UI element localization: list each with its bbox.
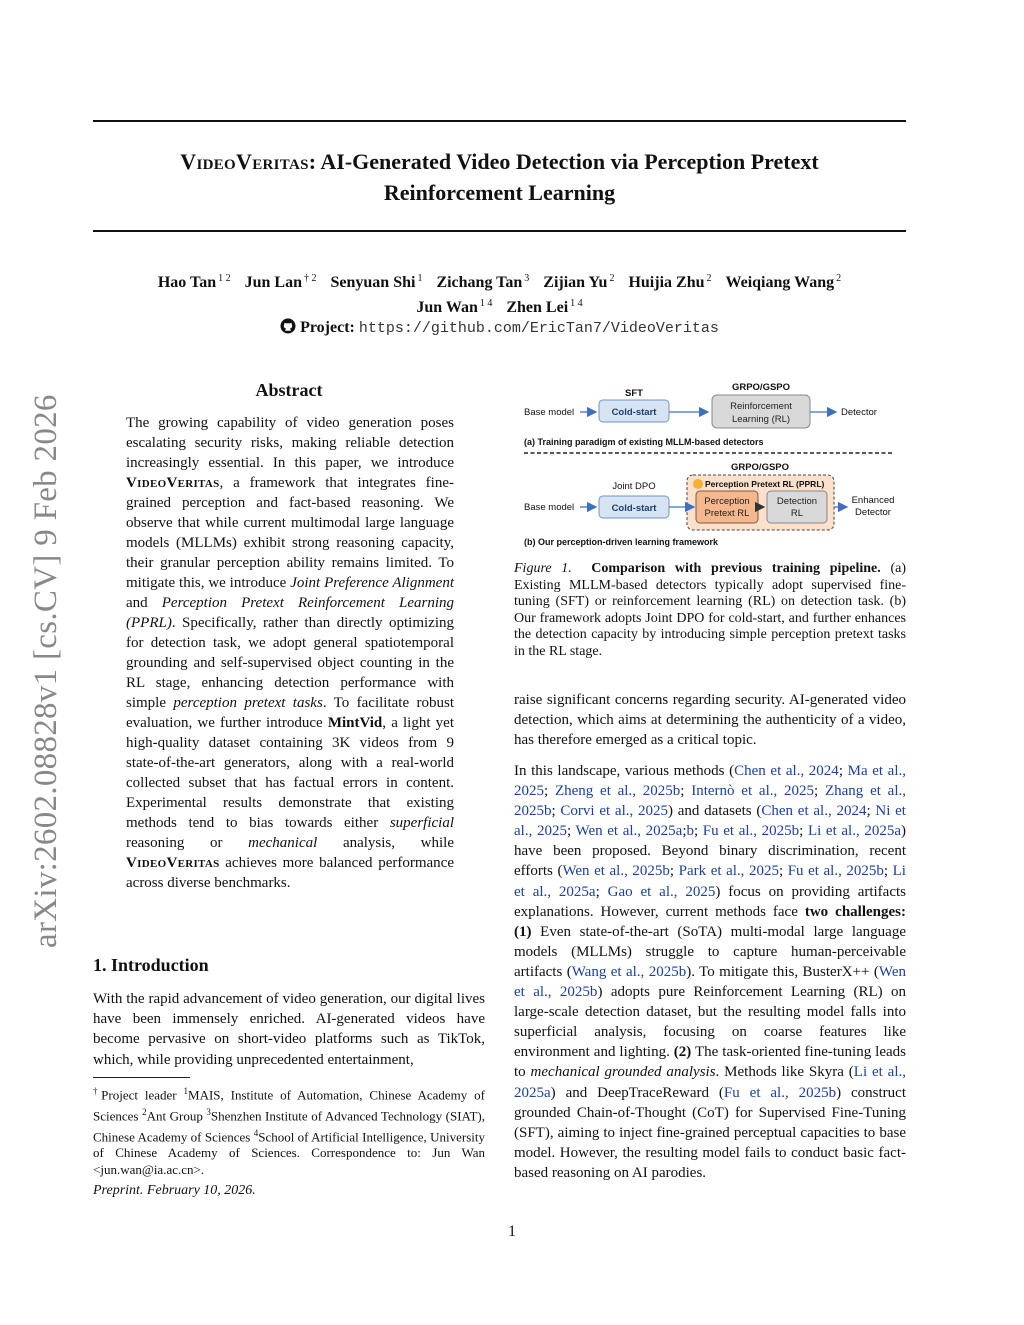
- b-grpo-label: GRPO/GSPO: [730, 462, 790, 473]
- figure-1-caption: Figure 1. Comparison with previous training pipeline. (a) Existing MLLM-based detectors typically adopt supervised fine-tuning (SFT) or reinforcement learning (RL) on detection task. (b) Our framework adopts Joint DPO for cold-start, and further enhances the detection capacity by introducing simple perception pretext tasks in the RL stage.: [514, 561, 906, 659]
- citation-link[interactable]: Fu et al., 2025b: [723, 1084, 837, 1101]
- a-cold-start-label: Cold-start: [611, 407, 657, 418]
- citation-link[interactable]: Fu et al., 2025b: [787, 863, 884, 880]
- citation-link[interactable]: Gao et al., 2025: [607, 883, 716, 900]
- body-paragraph: raise significant concerns regarding security. AI-generated video detection, which aims at determining the authenticity of a video, has therefore emerged as a critical topic.: [514, 692, 906, 749]
- citation-link[interactable]: Chen et al., 2024: [761, 803, 867, 820]
- a-rl-label-1: Reinforcement: [730, 401, 792, 412]
- github-icon: [280, 318, 296, 334]
- title-top-rule: [93, 120, 906, 122]
- b-base-label: Base model: [524, 502, 575, 513]
- preprint-note: Preprint. February 10, 2026.: [93, 1183, 256, 1198]
- author: Senyuan Shi $^1$: [330, 273, 423, 291]
- intro-heading: 1. Introduction: [93, 955, 209, 975]
- b-perception-label-2: Pretext RL: [704, 508, 750, 519]
- b-perception-label-1: Perception: [704, 496, 750, 507]
- citation-link[interactable]: b: [686, 823, 694, 840]
- a-output-label: Detector: [841, 407, 877, 418]
- page-number: 1: [508, 1223, 516, 1240]
- method-name: VideoVeritas: [180, 149, 309, 174]
- citation-link[interactable]: Li et al., 2025a: [514, 1064, 907, 1101]
- citation-link[interactable]: Corvi et al., 2025: [560, 803, 668, 820]
- abstract-text: The growing capability of video generation poses escalating security risks, making reliable detection increasingly essential. In this paper, we introduce VideoVeritas, a framework that integrates fine-grained perception and fact-based reasoning. We observe that while current multimodal large language models (MLLMs) exhibit strong reasoning capacity, their granular perception ability remains limited. To mitigate this, we introduce Joint Preference Alignment and Perception Pretext Reinforcement Learning (PPRL). Specifically, rather than directly optimizing for detection task, we adopt general spatiotemporal grounding and self-supervised object counting in the RL stage, enhancing detection performance with simple perception pretext tasks. To facilitate robust evaluation, we further introduce MintVid, a light yet high-quality dataset containing 3K videos from 9 state-of-the-art generators, along with a real-world collected subset that has factual errors in content. Experimental results demonstrate that existing methods tend to bias towards either superficial reasoning or mechanical analysis, while VideoVeritas achieves more balanced performance across diverse benchmarks.: [126, 415, 455, 891]
- author: Zichang Tan $^3$: [436, 273, 530, 291]
- b-detection-label-2: RL: [790, 508, 804, 519]
- star-icon: [693, 479, 703, 489]
- b-caption-label: (b) Our perception-driven learning framework: [524, 537, 719, 547]
- citation-link[interactable]: Chen et al., 2024: [734, 763, 839, 779]
- author: Jun Lan $^{\dagger 2}$: [244, 273, 317, 291]
- author: Weiqiang Wang $^2$: [725, 273, 842, 291]
- citation-link[interactable]: Park et al., 2025: [678, 863, 779, 880]
- footnote: †Project leader $^1$MAIS, Institute of Automation, Chinese Academy of Sciences $^2$Ant Group $^3$Shenzhen Institute of Advanced Technology (SIAT), Chinese Academy of Sciences $^4$School of Artificial Intelligence, University of Chinese Academy of Sciences. Correspondence to: Jun Wan <jun.wan@ia.ac.cn>.: [93, 1086, 486, 1177]
- pipeline-diagram: [514, 378, 906, 553]
- author: Huijia Zhu $^2$: [628, 273, 712, 291]
- citation-link[interactable]: Zheng et al., 2025b: [554, 783, 681, 800]
- citation-link[interactable]: Li et al., 2025a: [807, 823, 901, 840]
- figure-1: [514, 378, 906, 553]
- b-cold-start-label: Cold-start: [611, 503, 657, 514]
- a-base-label: Base model: [524, 407, 575, 418]
- citation-link[interactable]: Fu et al., 2025b: [702, 823, 800, 840]
- citation-link[interactable]: Internò et al., 2025: [691, 783, 815, 800]
- b-output-label-2: Detector: [855, 507, 891, 518]
- footnote-rule: [93, 1077, 190, 1078]
- b-pprl-label: Perception Pretext RL (PPRL): [705, 479, 825, 489]
- abstract-heading: Abstract: [255, 380, 323, 400]
- author: Zhen Lei $^{1 4}$: [506, 298, 583, 316]
- b-jdpo-label: Joint DPO: [612, 481, 656, 492]
- paper-title: VideoVeritas: AI-Generated Video Detection via Perception Pretext Reinforcement Learning: [180, 149, 819, 205]
- citation-link[interactable]: Wen et al., 2025b: [514, 963, 906, 1001]
- intro-paragraph: With the rapid advancement of video generation, our digital lives have been immensely enriched. AI-generated videos have become pervasive on short-video platforms such as TikTok, which, while providing unprecedented entertainment,: [93, 991, 485, 1068]
- a-caption-label: (a) Training paradigm of existing MLLM-based detectors: [524, 437, 764, 447]
- title-bottom-rule: [93, 230, 906, 232]
- b-detection-label-1: Detection: [776, 496, 818, 507]
- a-grpo-label: GRPO/GSPO: [731, 382, 791, 393]
- body-paragraph: In this landscape, various methods (Chen et al., 2024; Ma et al., 2025; Zheng et al., 2025b; Internò et al., 2025; Zhang et al., 2025b; Corvi et al., 2025) and datasets (Chen et al., 2024; Ni et al., 2025; Wen et al., 2025a;b; Fu et al., 2025b; Li et al., 2025a) have been proposed. Beyond binary discrimination, recent efforts (Wen et al., 2025b; Park et al., 2025; Fu et al., 2025b; Li et al., 2025a; Gao et al., 2025) focus on providing artifacts explanations. However, current methods face two challenges: (1) Even state-of-the-art (SoTA) multi-modal large language models (MLLMs) struggle to capture human-perceivable artifacts (Wang et al., 2025b). To mitigate this, BusterX++ (Wen et al., 2025b) adopts pure Reinforcement Learning (RL) on large-scale detection dataset, but the resulting model falls into superficial analysis, focusing on coarse features like environment and lighting. (2) The task-oriented fine-tuning leads to mechanical grounded analysis. Methods like Skyra (Li et al., 2025a) and DeepTraceReward (Fu et al., 2025b) construct grounded Chain-of-Thought (CoT) for Supervised Fine-Tuning (SFT), aiming to inject fine-grained perceptual capacities to base model. However, the resulting model fails to conduct basic fact-based reasoning on AI parodies.: [514, 763, 907, 1181]
- citation-link[interactable]: Li et al., 2025a: [514, 863, 906, 900]
- a-rl-label-2: Learning (RL): [731, 414, 791, 425]
- citation-link[interactable]: Zhang et al., 2025b: [514, 783, 906, 820]
- project-line: Project: https://github.com/EricTan7/VideoVeritas: [93, 318, 906, 337]
- b-output-label-1: Enhanced: [851, 495, 895, 506]
- citation-link[interactable]: Wen et al., 2025a: [575, 823, 683, 840]
- citation-link[interactable]: Ni et al., 2025: [514, 803, 906, 840]
- author: Jun Wan $^{1 4}$: [416, 298, 493, 316]
- author-list: [93, 268, 906, 318]
- a-sft-label: SFT: [625, 388, 643, 399]
- citation-link[interactable]: Wen et al., 2025b: [562, 863, 670, 880]
- citation-link[interactable]: Ma et al., 2025: [514, 763, 906, 800]
- citation-link[interactable]: Wang et al., 2025b: [571, 963, 687, 980]
- project-url-link[interactable]: https://github.com/EricTan7/VideoVeritas: [358, 320, 719, 337]
- author: Zijian Yu $^2$: [543, 273, 615, 291]
- author: Hao Tan $^{1 2}$: [157, 273, 231, 291]
- arxiv-stamp: arXiv:2602.08828v1 [cs.CV] 9 Feb 2026: [28, 394, 64, 948]
